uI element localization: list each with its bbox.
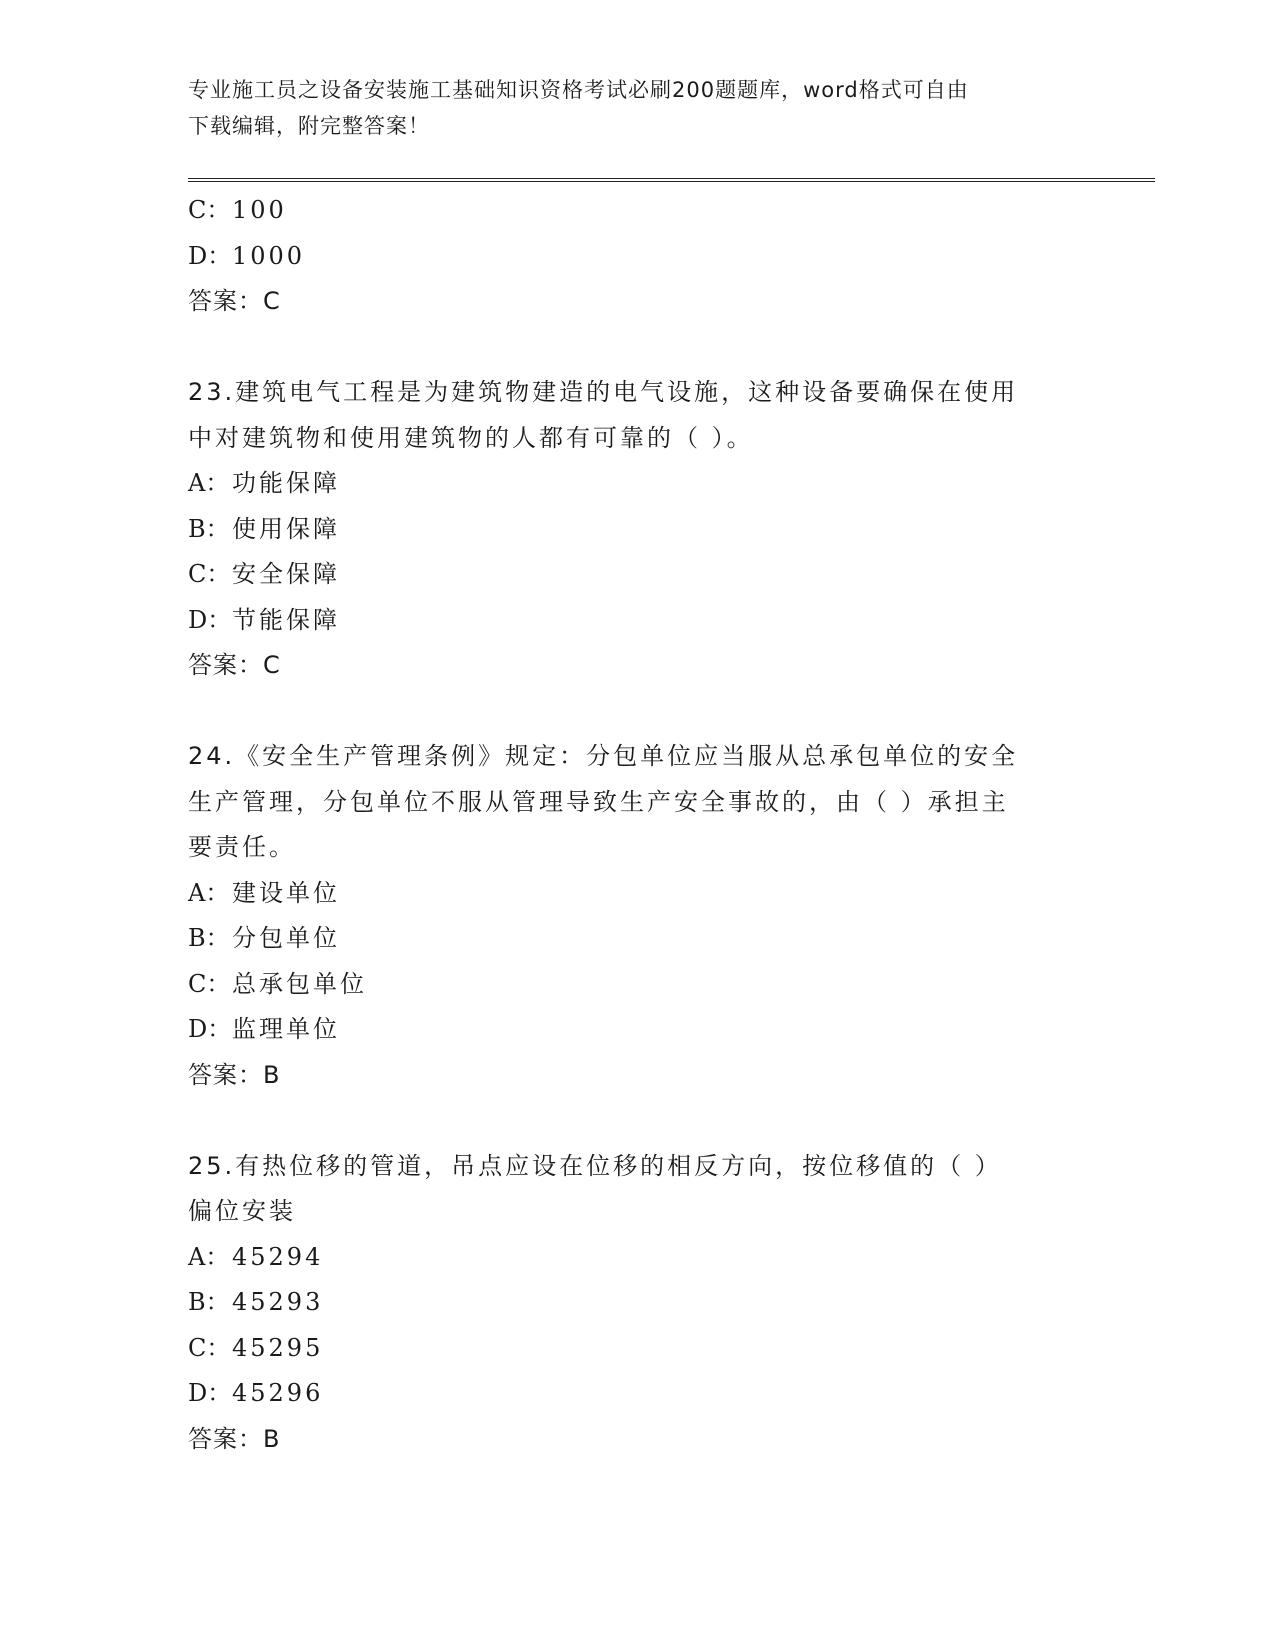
option-label: D：	[188, 1015, 232, 1043]
option-label: C：	[188, 969, 231, 998]
option-c	[188, 552, 1088, 598]
option-text: 45293	[232, 1288, 324, 1316]
header-divider	[188, 178, 1155, 182]
option-label: B：	[188, 1288, 230, 1316]
option-d	[188, 234, 1088, 280]
option-label: A：	[188, 878, 230, 907]
option-label: D：	[188, 1379, 232, 1407]
header-line-1: 专业施工员之设备安装施工基础知识资格考试必刷200题题库，word格式可自由	[188, 78, 969, 102]
option-text: 1000	[232, 241, 306, 270]
answer-line: 答案：C	[188, 651, 281, 679]
option-text: 建设单位	[232, 878, 340, 907]
question-24	[188, 734, 1088, 1098]
question-list	[188, 188, 1088, 1462]
answer-line: 答案：B	[188, 1060, 281, 1089]
option-label: B：	[188, 514, 230, 543]
option-text: 总承包单位	[232, 969, 367, 998]
answer-line: 答案：C	[188, 287, 281, 315]
question-stem-line: 23.建筑电气工程是为建筑物建造的电气设施，这种设备要确保在使用	[188, 378, 1019, 406]
option-text: 45294	[232, 1242, 324, 1271]
question-25	[188, 1144, 1088, 1463]
option-label: D：	[188, 605, 232, 634]
header-line-2: 下载编辑，附完整答案！	[188, 114, 430, 138]
option-d	[188, 598, 1088, 644]
option-label: B：	[188, 924, 230, 952]
spacer	[188, 325, 1088, 371]
option-a	[188, 1235, 1088, 1281]
option-text: 100	[232, 196, 287, 224]
question-stem-line: 24.《安全生产管理条例》规定：分包单位应当服从总承包单位的安全	[188, 742, 1019, 770]
option-b	[188, 916, 1088, 962]
option-text: 45296	[232, 1379, 324, 1407]
question-23	[188, 370, 1088, 689]
question-stem-line: 要责任。	[188, 833, 296, 861]
option-text: 45295	[232, 1333, 324, 1362]
option-d	[188, 1371, 1088, 1417]
question-stem-line: 中对建筑物和使用建筑物的人都有可靠的（ ）。	[188, 423, 754, 452]
option-c	[188, 188, 1088, 234]
option-c	[188, 1326, 1088, 1372]
option-text: 功能保障	[232, 469, 340, 497]
question-stem-line: 偏位安装	[188, 1197, 296, 1225]
option-text: 监理单位	[232, 1015, 340, 1043]
option-text: 使用保障	[232, 514, 340, 543]
option-b	[188, 507, 1088, 553]
question-22-continued	[188, 188, 1088, 325]
option-b	[188, 1280, 1088, 1326]
option-label: C：	[188, 1333, 231, 1362]
spacer	[188, 689, 1088, 735]
option-text: 节能保障	[232, 605, 340, 634]
option-d	[188, 1007, 1088, 1053]
question-stem-line: 生产管理，分包单位不服从管理导致生产安全事故的，由（ ）承担主	[188, 787, 1009, 816]
option-c	[188, 962, 1088, 1008]
option-label: C：	[188, 196, 231, 224]
option-text: 分包单位	[232, 924, 340, 952]
option-text: 安全保障	[232, 560, 340, 588]
question-stem-line: 25.有热位移的管道，吊点应设在位移的相反方向，按位移值的（ ）	[188, 1151, 1002, 1180]
option-label: D：	[188, 241, 232, 270]
option-label: A：	[188, 469, 230, 497]
spacer	[188, 1098, 1088, 1144]
answer-line: 答案：B	[188, 1424, 281, 1453]
document-header	[188, 72, 1088, 144]
option-label: A：	[188, 1242, 230, 1271]
option-label: C：	[188, 560, 231, 588]
option-a	[188, 871, 1088, 917]
option-a	[188, 461, 1088, 507]
